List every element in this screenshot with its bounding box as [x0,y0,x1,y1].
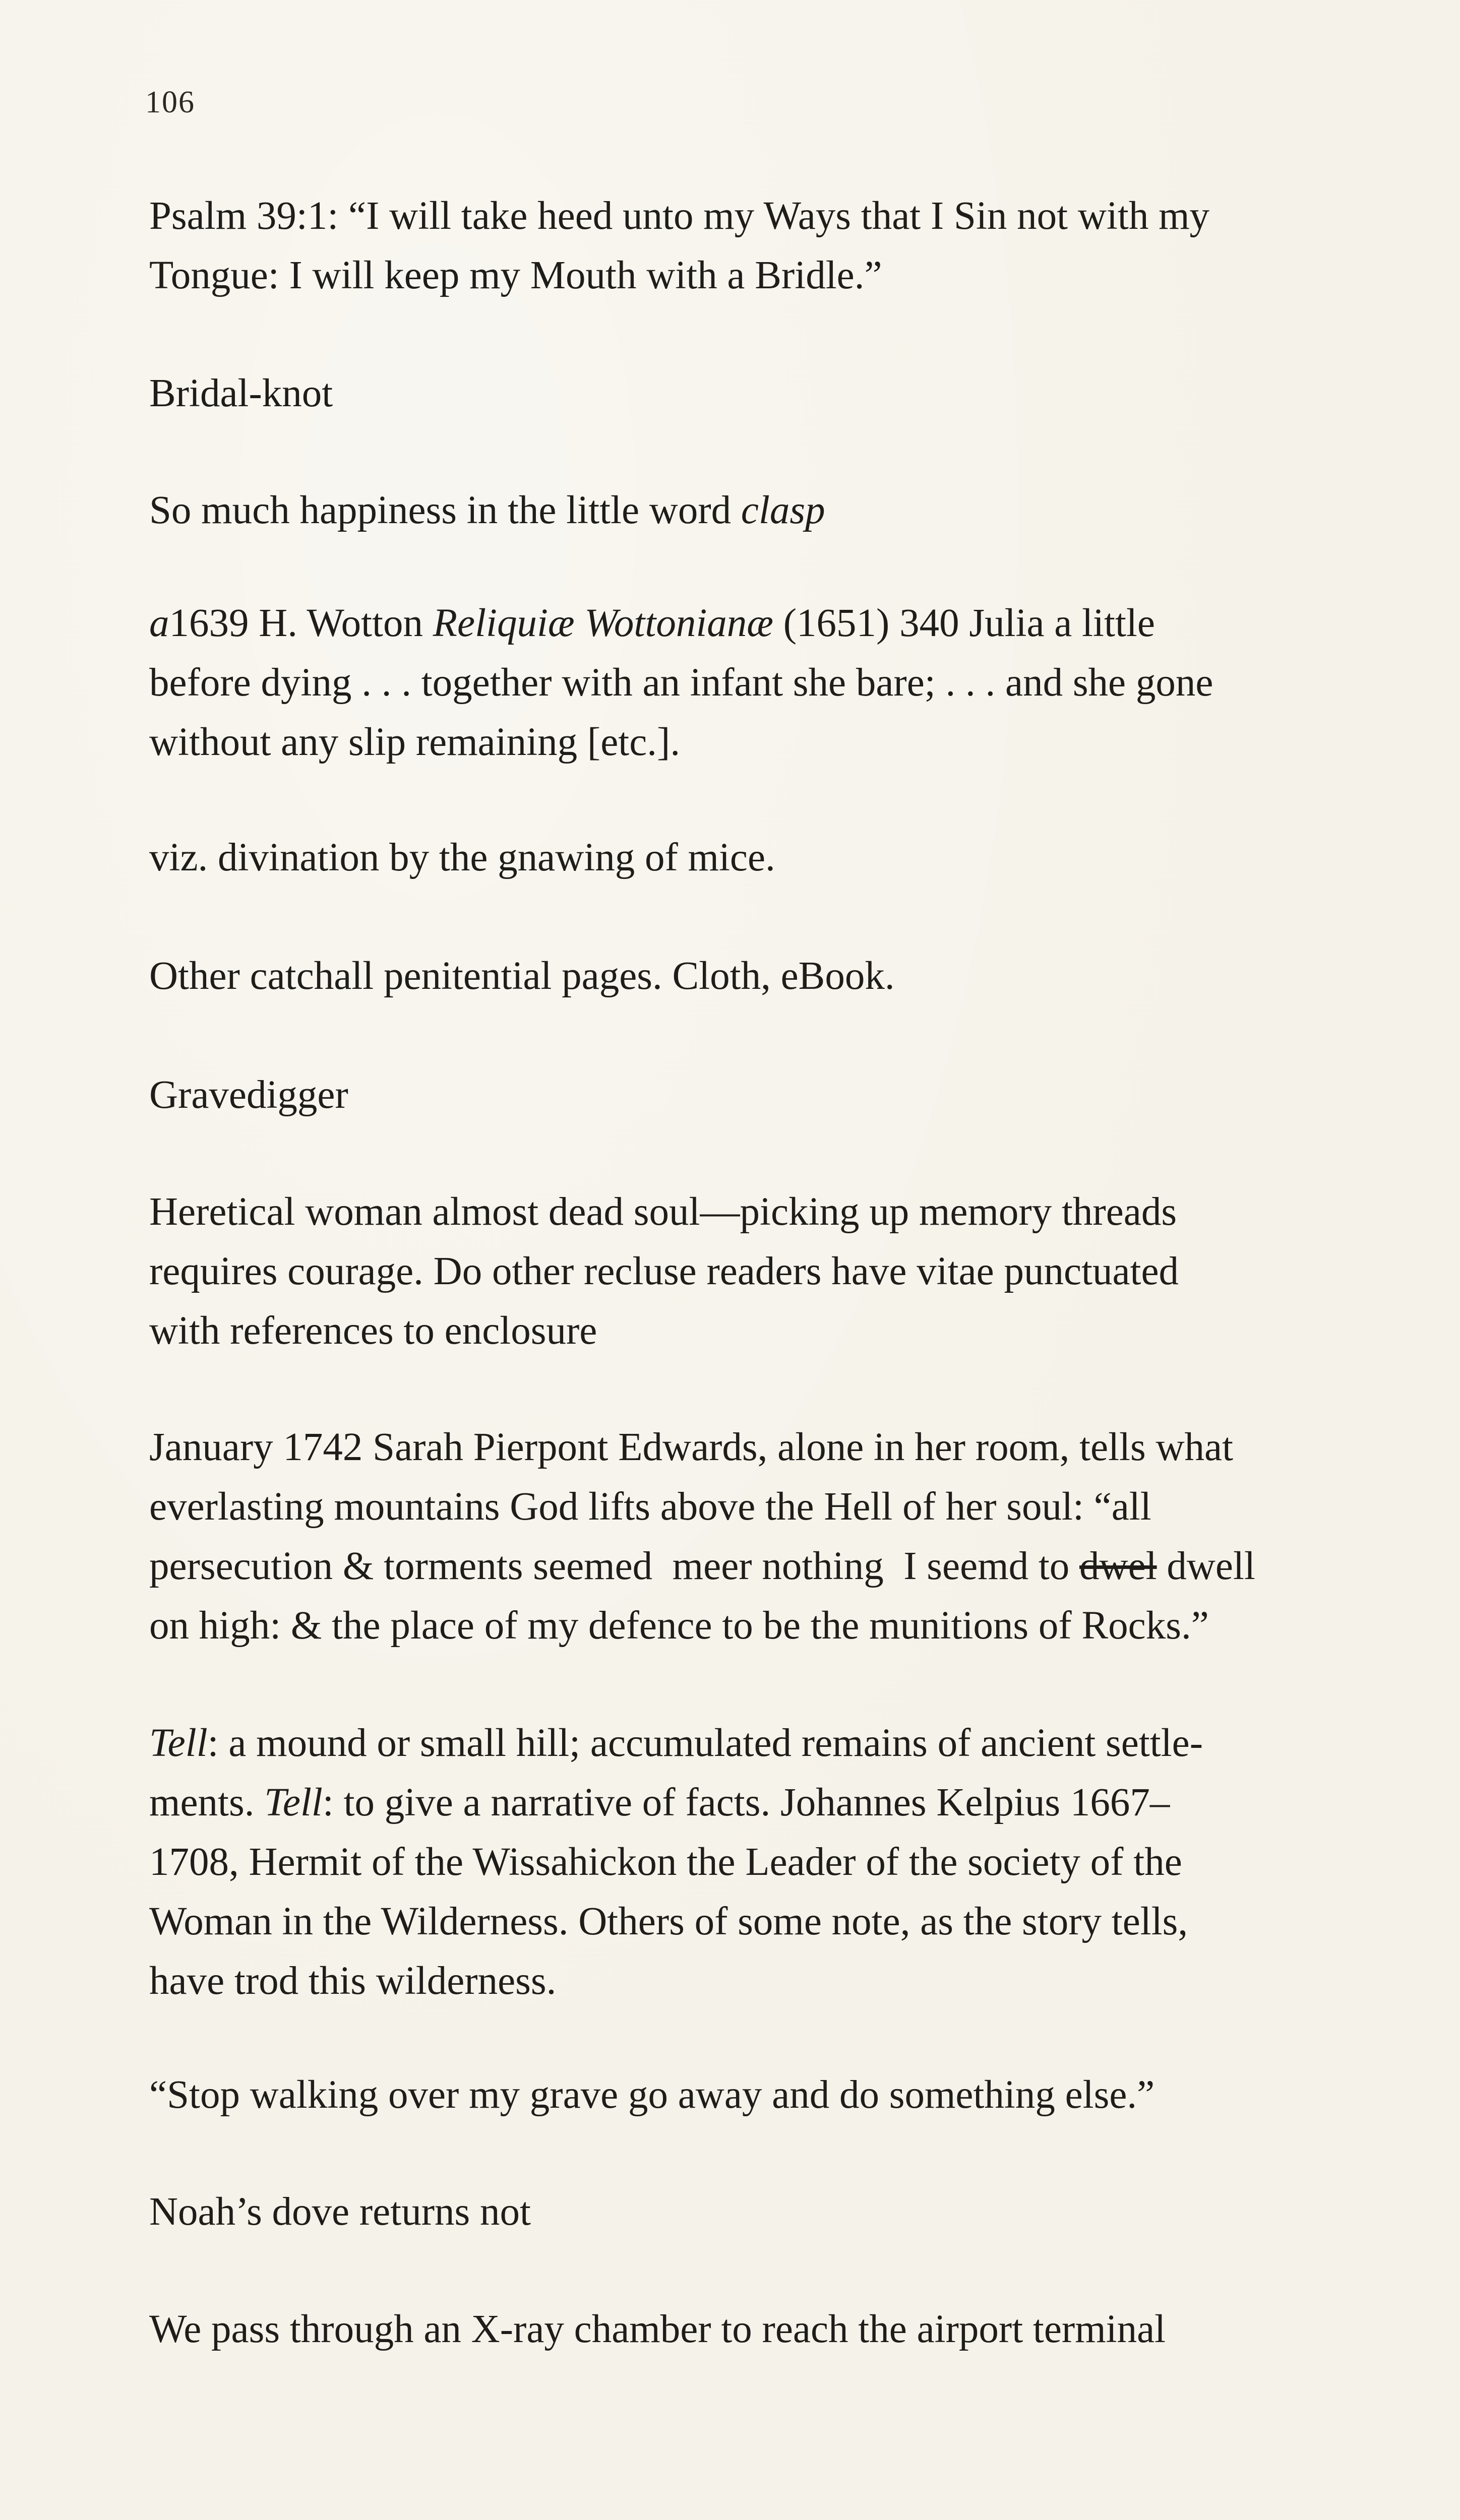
text-line [149,1714,1369,1773]
struck-word: dwel [1079,1544,1157,1588]
text-line: on high: & the place of my defence to be the munitions of Rocks.” [149,1604,1209,1648]
text-span: : a mound or small hill; accumulated remains of ancient settle- [207,1721,1203,1765]
text-span: (1651) 340 Julia a little [773,601,1155,645]
text-line: have trod this wilderness. [149,1959,557,2003]
italic-prefix: a [149,601,169,645]
text-line [149,1773,1369,1833]
paragraph-catchall: Other catchall penitential pages. Cloth, eBook. [149,954,895,998]
paragraph-gravedigger: Gravedigger [149,1073,348,1117]
paragraph-bridal-knot: Bridal-knot [149,371,333,415]
text-line: everlasting mountains God lifts above the Hell of her soul: “all [149,1485,1151,1529]
italic-word: clasp [741,488,825,532]
text-line: without any slip remaining [etc.]. [149,720,681,764]
text-span: 1639 H. Wotton [169,601,433,645]
paragraph-tell [149,1714,1369,2011]
paragraph-noah: Noah’s dove returns not [149,2190,531,2234]
text-line: Heretical woman almost dead soul—picking up memory threads [149,1190,1177,1234]
text-line: requires courage. Do other recluse readers have vitae punctuated [149,1249,1179,1293]
paragraph-edwards [149,1418,1369,1656]
page-number: 106 [145,85,195,119]
text-span: dwell [1157,1544,1255,1588]
text-line: Psalm 39:1: “I will take heed unto my Ways that I Sin not with my [149,194,1210,238]
paragraph-wotton [149,594,1369,772]
paragraph-divination: viz. divination by the gnawing of mice. [149,836,775,879]
italic-word: Tell [264,1781,323,1824]
text-line: before dying . . . together with an infant she bare; . . . and she gone [149,661,1213,705]
text-span: persecution & torments seemed meer nothing I seemd to [149,1544,1080,1588]
text-span: ments. [149,1781,265,1824]
text-line: Woman in the Wilderness. Others of some note, as the story tells, [149,1900,1188,1943]
text-line [149,594,1369,653]
paragraph-stop-walking: “Stop walking over my grave go away and do something else.” [149,2073,1155,2117]
paragraph-heretical [149,1182,1369,1361]
text-line [149,1537,1369,1596]
paragraph-clasp [149,481,1369,540]
text-line: Tongue: I will keep my Mouth with a Bridle.” [149,254,882,297]
text-line: January 1742 Sarah Pierpont Edwards, alone in her room, tells what [149,1425,1234,1469]
italic-word: Tell [149,1721,208,1765]
italic-title: Reliquiæ Wottonianæ [433,601,773,645]
paragraph-xray: We pass through an X-ray chamber to reach the airport terminal [149,2307,1166,2351]
text-span: : to give a narrative of facts. Johannes Kelpius 1667– [322,1781,1170,1824]
text-span: So much happiness in the little word [149,488,741,532]
text-line: 1708, Hermit of the Wissahickon the Leader of the society of the [149,1840,1182,1884]
text-line: with references to enclosure [149,1309,597,1353]
paragraph-psalm [149,186,1369,305]
